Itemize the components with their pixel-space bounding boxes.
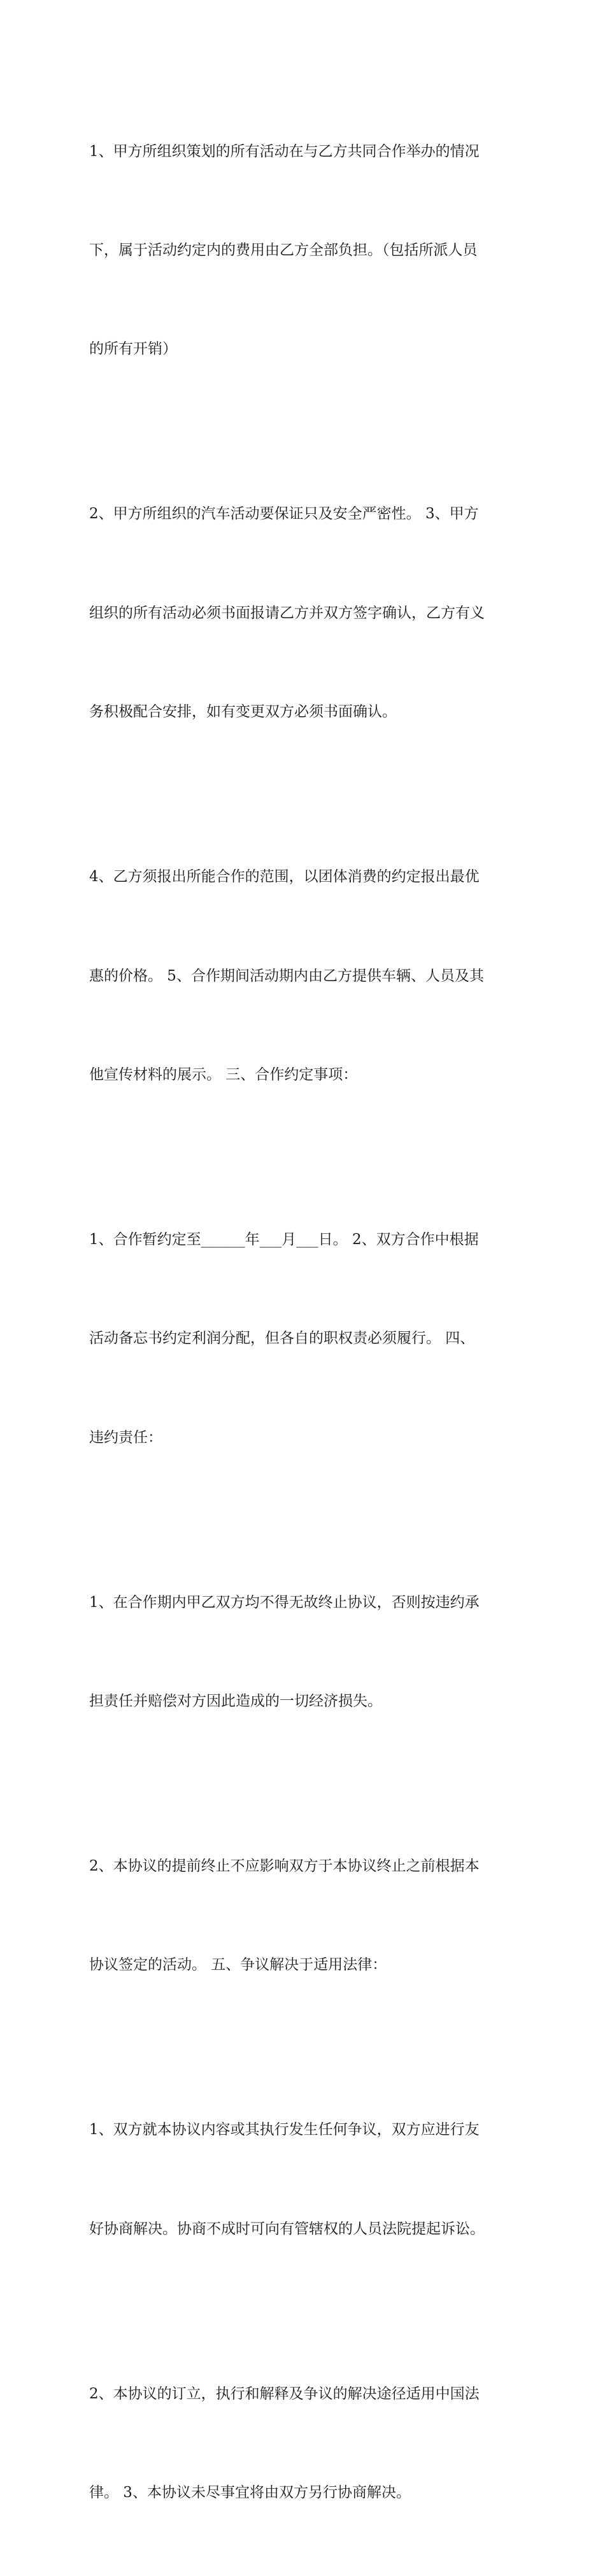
text-line: 下，属于活动约定内的费用由乙方全部负担。（包括所派人员 <box>89 241 478 258</box>
paragraph-1 <box>89 69 522 432</box>
paragraph-2 <box>89 432 522 795</box>
text-line: 2、本协议的订立，执行和解释及争议的解决途径适用中国法 <box>89 2385 480 2402</box>
paragraph-8 <box>89 2312 522 2575</box>
text-line: 1、甲方所组织策划的所有活动在与乙方共同合作举办的情况 <box>89 143 480 160</box>
paragraph-7 <box>89 2048 522 2312</box>
text-line: 1、合作暂约定至______年___月___日。 2、双方合作中根据 <box>89 1231 479 1248</box>
text-line: 1、双方就本协议内容或其执行发生任何争议，双方应进行友 <box>89 2121 480 2139</box>
text-line: 的所有开销） <box>89 341 177 358</box>
text-line: 他宣传材料的展示。 三、合作约定事项： <box>89 1066 358 1083</box>
text-line: 务积极配合安排，如有变更双方必须书面确认。 <box>89 704 397 721</box>
text-line: 1、在合作期内甲乙双方均不得无故终止协议，否则按违约承 <box>89 1594 480 1611</box>
text-line: 2、本协议的提前终止不应影响双方于本协议终止之前根据本 <box>89 1858 480 1875</box>
paragraph-5 <box>89 1520 522 1784</box>
paragraph-4 <box>89 1157 522 1520</box>
text-line: 组织的所有活动必须书面报请乙方并双方签字确认，乙方有义 <box>89 604 485 621</box>
paragraph-3 <box>89 795 522 1158</box>
text-line: 好协商解决。协商不成时可向有管辖权的人员法院提起诉讼。 <box>89 2220 485 2237</box>
text-line: 律。 3、本协议未尽事宜将由双方另行协商解决。 <box>89 2484 411 2502</box>
text-line: 2、甲方所组织的汽车活动要保证只及安全严密性。 3、甲方 <box>89 506 479 523</box>
text-line: 惠的价格。 5、合作期间活动期内由乙方提供车辆、人员及其 <box>89 967 484 984</box>
text-line: 担责任并赔偿对方因此造成的一切经济损失。 <box>89 1693 382 1710</box>
text-line: 协议签定的活动。 五、争议解决于适用法律： <box>89 1957 387 1974</box>
text-line: 违约责任： <box>89 1429 162 1446</box>
text-line: 4、乙方须报出所能合作的范围，以团体消费的约定报出最优 <box>89 868 480 886</box>
text-line: 活动备忘书约定利润分配，但各自的职权责必须履行。 四、 <box>89 1330 475 1347</box>
document-body <box>89 69 522 2576</box>
paragraph-6 <box>89 1784 522 2048</box>
